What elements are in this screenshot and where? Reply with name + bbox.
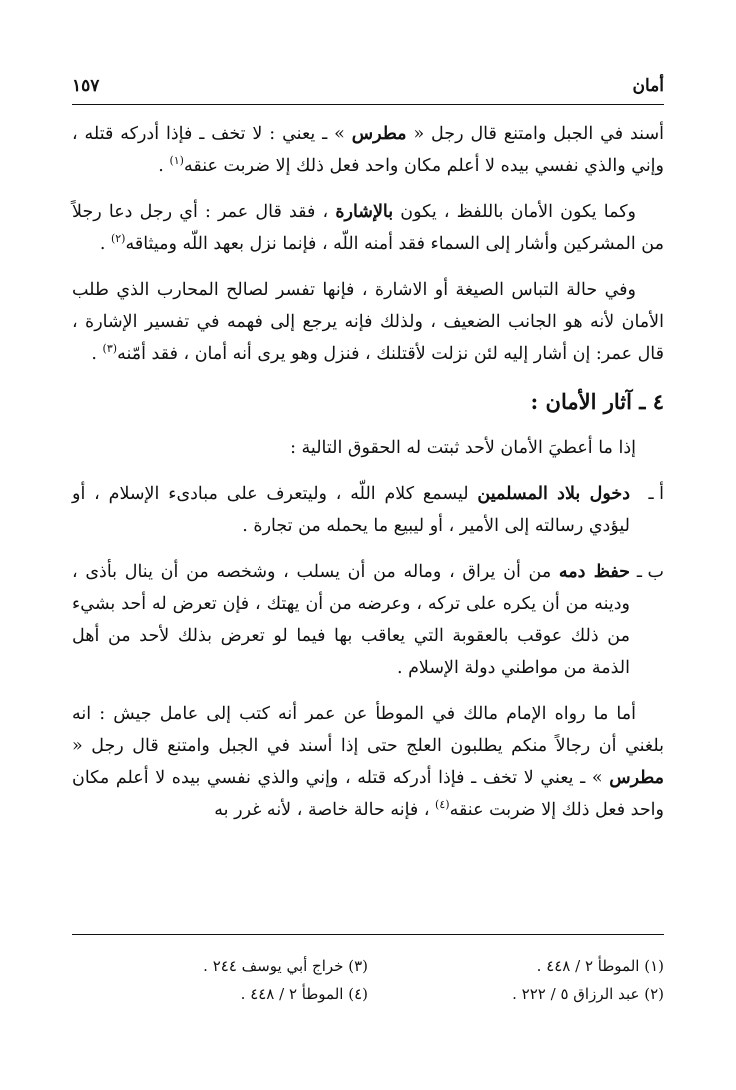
running-title: أمان xyxy=(632,76,664,96)
paragraph-2: وكما يكون الأمان باللفظ ، يكون بالإشارة ، فقد قال عمر : أي رجل دعا رجلاً من المشركين وأشار إلى السماء فقد أمنه اللّه ، فإنما نزل بعهد اللّه وميثاقه$^{(٢)}$ . xyxy=(72,202,664,254)
bold-term: حفظ دمه xyxy=(558,562,630,582)
paragraph-1: أسند في الجبل وامتنع قال رجل « مطرس » ـ يعني : لا تخف ـ فإذا أدركه قتله ، وإني والذي نفسي بيده لا أعلم مكان واحد فعل ذلك إلا ضربت عنقه$^{(١)}$ . xyxy=(72,124,664,176)
footnote-1: (١) الموطأ ٢ / ٤٤٨ . xyxy=(536,957,664,975)
list-item-b: ب ـ حفظ دمه من أن يراق ، وماله من أن يسلب ، وشخصه من أن ينال بأذى ، ودينه من أن يكره على تركه ، وعرضه من أن يهتك ، فإن تعرض له أحد بشيء من ذلك عوقب بالعقوبة التي يعاقب بها فيما لو تعرض بذلك لأحد من أهل الذمة من مواطني دولة الإسلام . xyxy=(72,556,664,698)
footnotes xyxy=(72,952,664,1008)
footnote-2: (٢) عبد الرزاق ٥ / ٢٢٢ . xyxy=(512,985,664,1003)
paragraph-3: وفي حالة التباس الصيغة أو الاشارة ، فإنها تفسر لصالح المحارب الذي طلب الأمان لأنه هو الجانب الضعيف ، ولذلك فإنه يرجع إلى فهمه في تفسير الإشارة ، قال عمر: إن أشار إليه لئن نزلت لأقتلنك ، فنزل وهو يرى أنه أمان ، فقد أمّنه$^{(٣)}$ . xyxy=(72,280,664,364)
footnote-ref: (٣) xyxy=(102,342,118,356)
bold-term: مطرس xyxy=(609,768,664,788)
list-item-label: أ ـ xyxy=(648,484,664,504)
page-number: ١٥٧ xyxy=(72,76,100,96)
footnote-4: (٤) الموطأ ٢ / ٤٤٨ . xyxy=(240,985,368,1003)
bold-term: بالإشارة xyxy=(335,202,394,222)
bold-term: دخول بلاد المسلمين xyxy=(477,484,631,504)
footnote-divider xyxy=(72,934,664,935)
footnote-ref: (١) xyxy=(169,154,184,168)
running-header xyxy=(72,66,664,96)
bold-term: مطرس xyxy=(351,124,407,144)
footnote-ref: (٢) xyxy=(110,232,126,246)
list-item-label: ب ـ xyxy=(636,562,664,582)
footnote-3: (٣) خراج أبي يوسف ٢٤٤ . xyxy=(203,957,368,975)
header-divider xyxy=(72,104,664,105)
list-item-a: أ ـ دخول بلاد المسلمين ليسمع كلام اللّه ، وليتعرف على مبادىء الإسلام ، أو ليؤدي رسالته إلى الأمير ، أو ليبيع ما يحمله من تجارة . xyxy=(72,478,664,556)
main-text xyxy=(72,118,664,840)
paragraph-5: أما ما رواه الإمام مالك في الموطأ عن عمر أنه كتب إلى عامل جيش : انه بلغني أن رجالاً منكم يطلبون العلج حتى إذا أسند في الجبل وامتنع قال رجل « مطرس » ـ يعني لا تخف ـ فإذا أدركه قتله ، وإني والذي نفسي بيده لا أعلم مكان واحد فعل ذلك إلا ضربت عنقه$^{(٤)}$ ، فإنه حالة خاصة ، لأنه غرر به xyxy=(72,704,664,820)
paragraph-4: إذا ما أعطيَ الأمان لأحد ثبتت له الحقوق التالية : xyxy=(290,438,636,458)
footnote-ref: (٤) xyxy=(435,798,450,812)
section-heading: ٤ ـ آثار الأمان : xyxy=(530,389,664,414)
